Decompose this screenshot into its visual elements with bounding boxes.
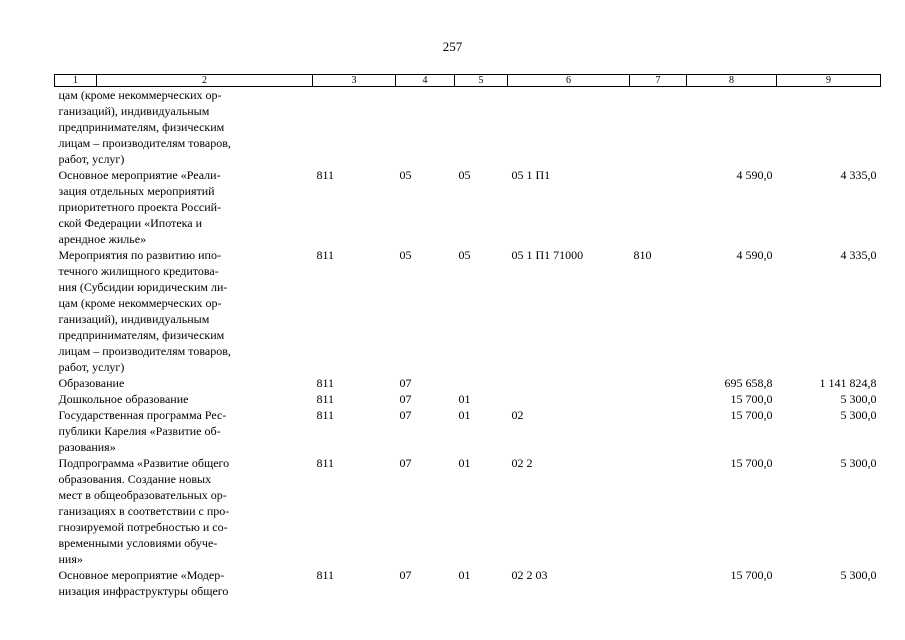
amount-col8-cell: 4 590,0 [736, 248, 773, 262]
target-article-cell: 02 2 03 [511, 568, 548, 582]
chapter-code-cell: 811 [316, 168, 335, 182]
subsection-code-cell: 01 [458, 392, 471, 406]
col-header-9: 9 [777, 75, 881, 87]
section-code-cell: 07 [399, 568, 412, 582]
row-name-cell: цам (кроме некоммерческих ор- ганизаций), индивидуальным предпринимателям, физическим лицам – производителям товаров, работ, услуг) [58, 88, 231, 166]
expense-type-cell [630, 391, 687, 407]
col-header-1: 1 [55, 75, 97, 87]
amount-col9-cell [777, 87, 881, 168]
amount-col9-cell: 5 300,0 [840, 456, 877, 470]
amount-col9-cell: 4 335,0 [840, 168, 877, 182]
section-code-cell: 05 [399, 168, 412, 182]
target-article-cell [508, 375, 630, 391]
page-number: 257 [442, 39, 463, 54]
row-name-cell: Государственная программа Рес- публики Карелия «Развитие об- разования» [58, 408, 227, 454]
amount-col8-cell: 15 700,0 [730, 408, 773, 422]
expense-type-cell: 810 [633, 248, 652, 262]
section-code-cell: 07 [399, 376, 412, 390]
row-name-cell: Основное мероприятие «Модер- низация инфраструктуры общего [58, 568, 229, 598]
chapter-code-cell: 811 [316, 392, 335, 406]
table-row [55, 247, 881, 375]
chapter-code-cell: 811 [316, 376, 335, 390]
target-article-cell: 05 1 П1 71000 [511, 248, 584, 262]
subsection-code-cell: 01 [458, 408, 471, 422]
row-name-cell: Мероприятия по развитию ипо- течного жилищного кредитова- ния (Субсидии юридическим ли- цам (кроме некоммерческих ор- ганизаций), индивидуальным предпринимателям, физическим лицам – производителям товаров, работ, услуг) [58, 248, 231, 374]
section-code-cell [396, 87, 455, 168]
table-header-row [55, 75, 881, 87]
target-article-cell [508, 391, 630, 407]
amount-col9-cell: 5 300,0 [840, 392, 877, 406]
table-row [55, 407, 881, 455]
target-article-cell: 05 1 П1 [511, 168, 551, 182]
col-header-2: 2 [97, 75, 313, 87]
chapter-code-cell: 811 [316, 408, 335, 422]
col-header-8: 8 [687, 75, 777, 87]
expense-type-cell [630, 407, 687, 455]
amount-col8-cell: 15 700,0 [730, 392, 773, 406]
table-row [55, 391, 881, 407]
col-header-3: 3 [313, 75, 396, 87]
row-name-cell: Образование [58, 376, 125, 390]
section-code-cell: 07 [399, 392, 412, 406]
chapter-code-cell: 811 [316, 248, 335, 262]
col-header-6: 6 [508, 75, 630, 87]
table-row [55, 167, 881, 247]
section-code-cell: 05 [399, 248, 412, 262]
subsection-code-cell: 05 [458, 248, 471, 262]
chapter-code-cell: 811 [316, 568, 335, 582]
chapter-code-cell [313, 87, 396, 168]
table-row [55, 567, 881, 599]
amount-col8-cell: 15 700,0 [730, 568, 773, 582]
table-row [55, 87, 881, 168]
budget-table [54, 74, 881, 599]
subsection-code-cell: 01 [458, 568, 471, 582]
amount-col9-cell: 1 141 824,8 [819, 376, 877, 390]
amount-col9-cell: 5 300,0 [840, 408, 877, 422]
col-header-4: 4 [396, 75, 455, 87]
amount-col9-cell: 5 300,0 [840, 568, 877, 582]
subsection-code-cell: 01 [458, 456, 471, 470]
subsection-code-cell: 05 [458, 168, 471, 182]
amount-col8-cell: 695 658,8 [724, 376, 773, 390]
section-code-cell: 07 [399, 408, 412, 422]
amount-col9-cell: 4 335,0 [840, 248, 877, 262]
target-article-cell [508, 87, 630, 168]
table-row [55, 375, 881, 391]
row-name-cell: Дошкольное образование [58, 392, 189, 406]
target-article-cell: 02 [511, 408, 524, 422]
expense-type-cell [630, 455, 687, 567]
expense-type-cell [630, 87, 687, 168]
section-code-cell: 07 [399, 456, 412, 470]
amount-col8-cell: 4 590,0 [736, 168, 773, 182]
col-header-5: 5 [455, 75, 508, 87]
amount-col8-cell [687, 87, 777, 168]
chapter-code-cell: 811 [316, 456, 335, 470]
table-row [55, 455, 881, 567]
expense-type-cell [630, 375, 687, 391]
target-article-cell: 02 2 [511, 456, 533, 470]
amount-col8-cell: 15 700,0 [730, 456, 773, 470]
subsection-code-cell [455, 375, 508, 391]
subsection-code-cell [455, 87, 508, 168]
col-header-7: 7 [630, 75, 687, 87]
expense-type-cell [630, 167, 687, 247]
row-name-cell: Подпрограмма «Развитие общего образования. Создание новых мест в общеобразовательных ор- ганизациях в соответствии с про- гнозируемой потребностью и со- временными условиями обуче- ния» [58, 456, 230, 566]
row-name-cell: Основное мероприятие «Реали- зация отдельных мероприятий приоритетного проекта Россий- ской Федерации «Ипотека и арендное жилье» [58, 168, 222, 246]
expense-type-cell [630, 567, 687, 599]
